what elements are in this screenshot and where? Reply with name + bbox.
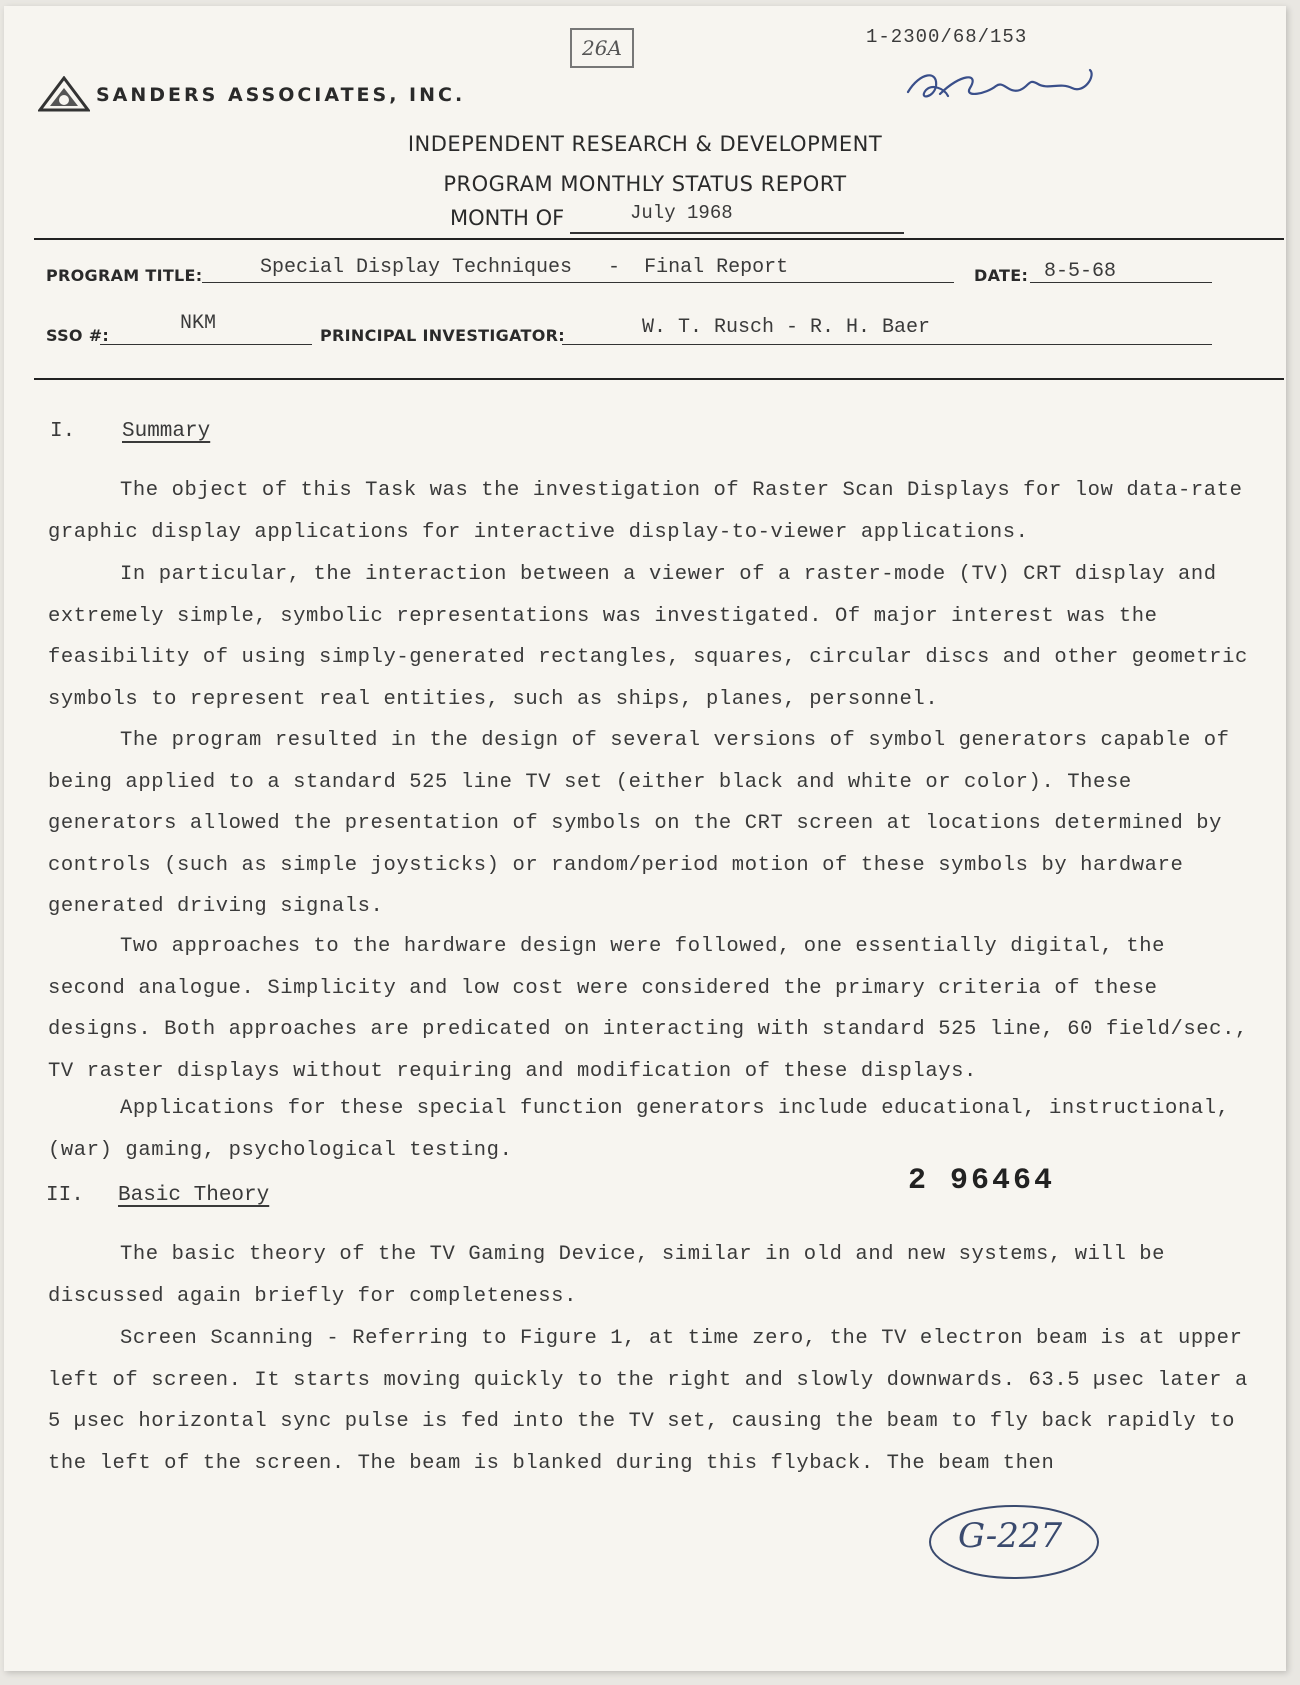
document-page — [4, 6, 1286, 1671]
program-title-value: Special Display Techniques - Final Report — [260, 256, 789, 279]
document-number: 2 96464 — [908, 1164, 1056, 1198]
paragraph — [48, 470, 1248, 553]
paragraph — [48, 720, 1248, 928]
sanders-logo-icon — [38, 76, 90, 114]
section-2-title: Basic Theory — [118, 1184, 270, 1207]
section-1-number: I. — [50, 420, 76, 443]
paragraph-text: In particular, the interaction between a viewer of a raster-mode (TV) CRT display and extremely simple, symbolic representations was investigated. Of major interest was the feasibility of using simply-generated rectangles, squares, circular discs and other geometric symbols to represent real entities, such as ships, planes, personnel. — [48, 563, 1248, 711]
paragraph-text: The basic theory of the TV Gaming Device, similar in old and new systems, will be discussed again briefly for completeness. — [48, 1243, 1166, 1308]
month-label: MONTH OF — [450, 206, 565, 230]
paragraph-text: Two approaches to the hardware design were followed, one essentially digital, the second analogue. Simplicity and low cost were considered the primary criteria of these designs. Both approaches are predicated on interacting with standard 525 line, 60 field/sec., TV raster displays without requiring and modification of these displays. — [48, 935, 1248, 1083]
company-name: SANDERS ASSOCIATES, INC. — [96, 84, 466, 106]
investigator-value: W. T. Rusch - R. H. Baer — [642, 316, 931, 339]
sso-label: SSO #: — [46, 326, 110, 345]
month-value: July 1968 — [630, 202, 733, 224]
investigator-underline — [562, 344, 1212, 345]
program-title-underline — [202, 282, 954, 283]
document-reference: 1-2300/68/153 — [866, 26, 1028, 48]
signature — [900, 64, 1104, 110]
stamp-box: 26A — [570, 28, 634, 68]
report-title-line-1: INDEPENDENT RESEARCH & DEVELOPMENT — [407, 132, 883, 156]
paragraph — [48, 1318, 1248, 1484]
month-underline — [570, 232, 904, 234]
page-mark: G-227 — [958, 1516, 1063, 1556]
paragraph — [48, 926, 1248, 1092]
sso-value: NKM — [180, 312, 217, 335]
section-1-title: Summary — [122, 420, 211, 443]
paragraph-text: The object of this Task was the investigation of Raster Scan Displays for low data-rate graphic display applications for interactive display-to-viewer applications. — [48, 479, 1243, 544]
paragraph — [48, 1088, 1248, 1171]
top-rule — [34, 238, 1284, 240]
sso-underline — [100, 344, 312, 345]
date-value: 8-5-68 — [1044, 260, 1117, 283]
paragraph-text: The program resulted in the design of several versions of symbol generators capable of being applied to a standard 525 line TV set (either black and white or color). These generators allowed the presentation of symbols on the CRT screen at locations determined by controls (such as simple joysticks) or random/period motion of these symbols by hardware generated driving signals. — [48, 729, 1230, 918]
program-title-label: PROGRAM TITLE: — [46, 266, 203, 285]
bottom-rule — [34, 378, 1284, 380]
paragraph — [48, 1234, 1248, 1317]
section-2-number: II. — [46, 1184, 84, 1207]
paragraph-text: Applications for these special function generators include educational, instructional, (war) gaming, psychological testing. — [48, 1097, 1230, 1162]
paragraph — [48, 554, 1248, 720]
investigator-label: PRINCIPAL INVESTIGATOR: — [320, 326, 565, 345]
paragraph-text: Screen Scanning - Referring to Figure 1, at time zero, the TV electron beam is at upper left of screen. It starts moving quickly to the right and slowly downwards. 63.5 µsec later a 5 µsec horizontal sync pulse is fed into the TV set, causing the beam to fly back rapidly to the left of the screen. The beam is blanked during this flyback. The beam then — [48, 1327, 1248, 1475]
date-label: DATE: — [974, 266, 1029, 285]
report-title-line-2: PROGRAM MONTHLY STATUS REPORT — [443, 172, 847, 196]
